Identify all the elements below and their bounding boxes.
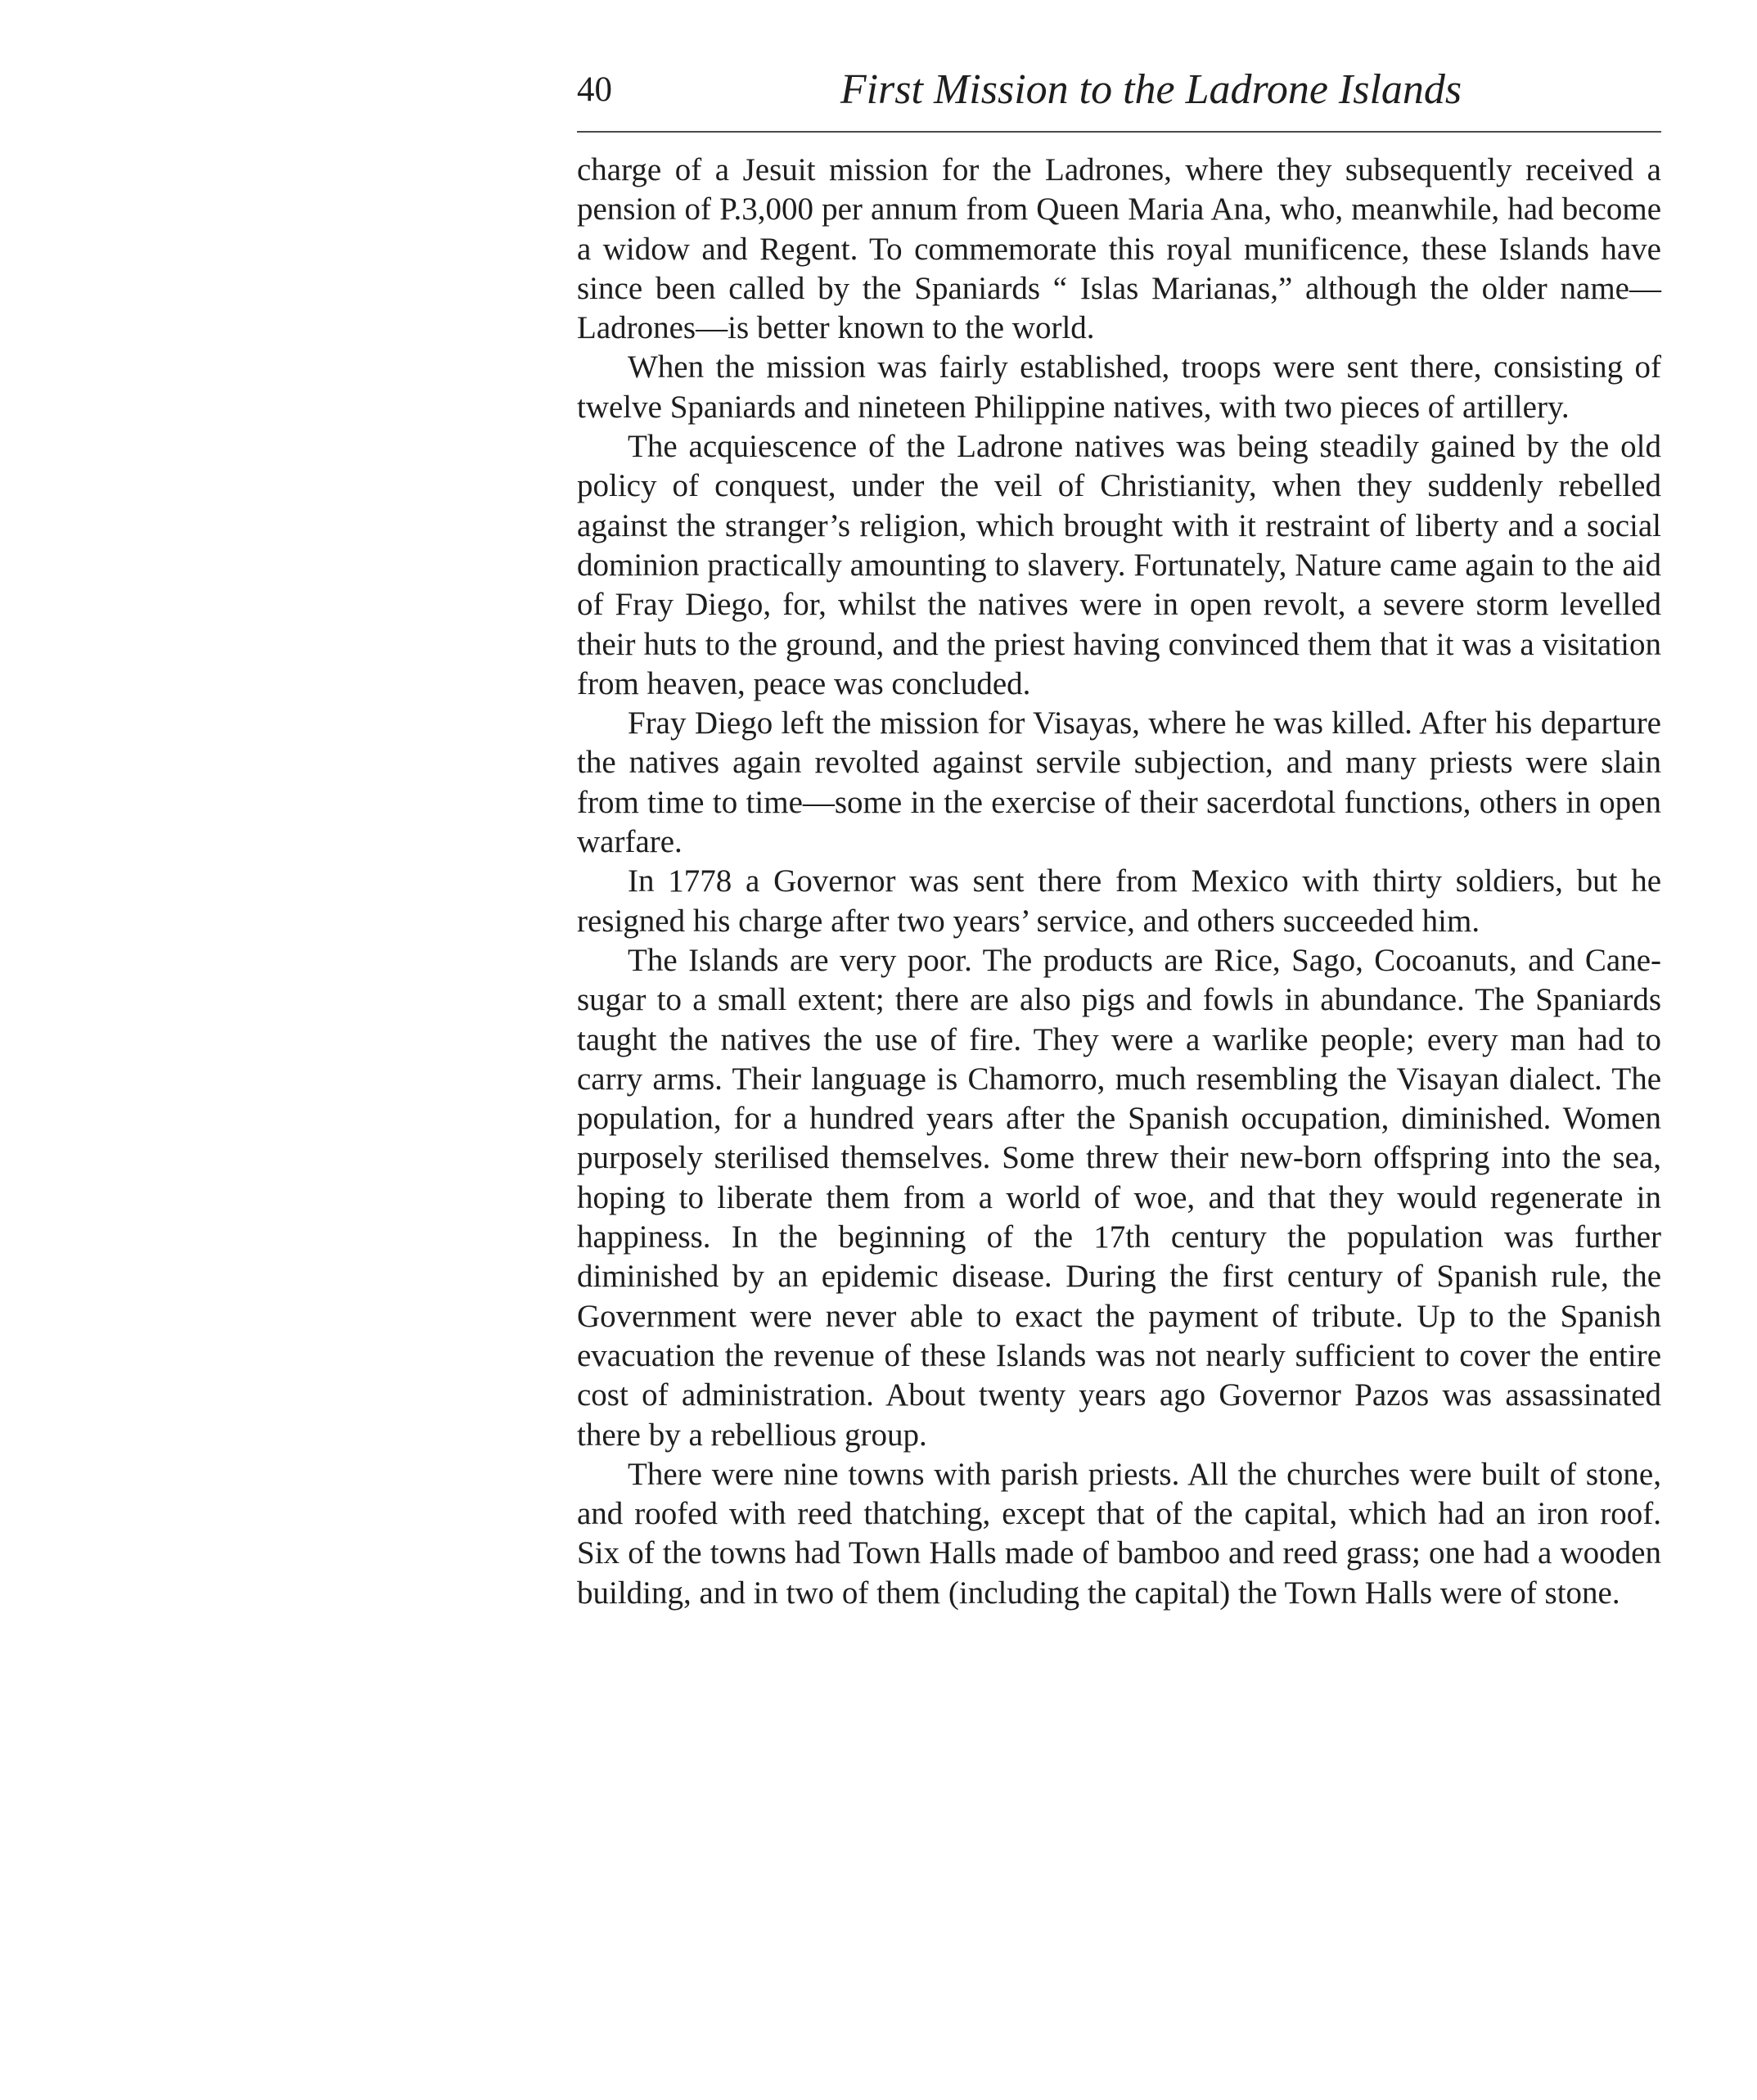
paragraph: In 1778 a Governor was sent there from Mexico with thirty soldiers, but he resigned his charge after two years’ service, and others succeeded him. xyxy=(577,863,1661,939)
body-text xyxy=(577,151,1661,1613)
paragraph: Fray Diego left the mission for Visayas, where he was killed. After his departure the natives again revolted against servile subjection, and many priests were slain from time to time—some in the exercise of their sacerdotal functions, others in open warfare. xyxy=(577,705,1661,860)
paragraph: When the mission was fairly established, troops were sent there, consisting of twelve Spaniards and nineteen Philippine natives, with two pieces of artillery. xyxy=(577,349,1661,425)
page-header xyxy=(577,67,1661,133)
header-rule xyxy=(577,131,1661,133)
page-number: 40 xyxy=(577,70,612,109)
paragraph: The acquiescence of the Ladrone natives was being steadily gained by the old policy of conquest, under the veil of Christianity, when they suddenly rebelled against the stranger’s religion, which brought with it restraint of liberty and a social dominion practically amounting to slavery. Fortunately, Nature came again to the aid of Fray Diego, for, whilst the natives were in open revolt, a severe storm levelled their huts to the ground, and the priest having convinced them that it was a visitation from heaven, peace was concluded. xyxy=(577,429,1661,701)
running-title: First Mission to the Ladrone Islands xyxy=(840,66,1462,113)
paragraph: There were nine towns with parish priests. All the churches were built of stone, and roofed with reed thatching, except that of the capital, which had an iron roof. Six of the towns had Town Halls made of bamboo and reed grass; one had a wooden building, and in two of them (including the capital) the Town Halls were of stone. xyxy=(577,1456,1661,1611)
paragraph: The Islands are very poor. The products are Rice, Sago, Cocoanuts, and Cane-sugar to a small extent; there are also pigs and fowls in abundance. The Spaniards taught the natives the use of fire. They were a warlike people; every man had to carry arms. Their language is Chamorro, much resembling the Visayan dialect. The population, for a hundred years after the Spanish occupation, diminished. Women purposely sterilised themselves. Some threw their new-born offspring into the sea, hoping to liberate them from a world of woe, and that they would regenerate in happiness. In the beginning of the 17th century the population was further diminished by an epidemic disease. During the first century of Spanish rule, the Government were never able to exact the payment of tribute. Up to the Spanish evacuation the revenue of these Islands was not nearly sufficient to cover the entire cost of administration. About twenty years ago Governor Pazos was assassinated there by a rebellious group. xyxy=(577,942,1661,1453)
paragraph: charge of a Jesuit mission for the Ladrones, where they subsequently received a pension of P.3,000 per annum from Queen Maria Ana, who, meanwhile, had become a widow and Regent. To commemorate this royal munificence, these Islands have since been called by the Spaniards “ Islas Marianas,” although the older name—Ladrones—is better known to the world. xyxy=(577,152,1661,346)
